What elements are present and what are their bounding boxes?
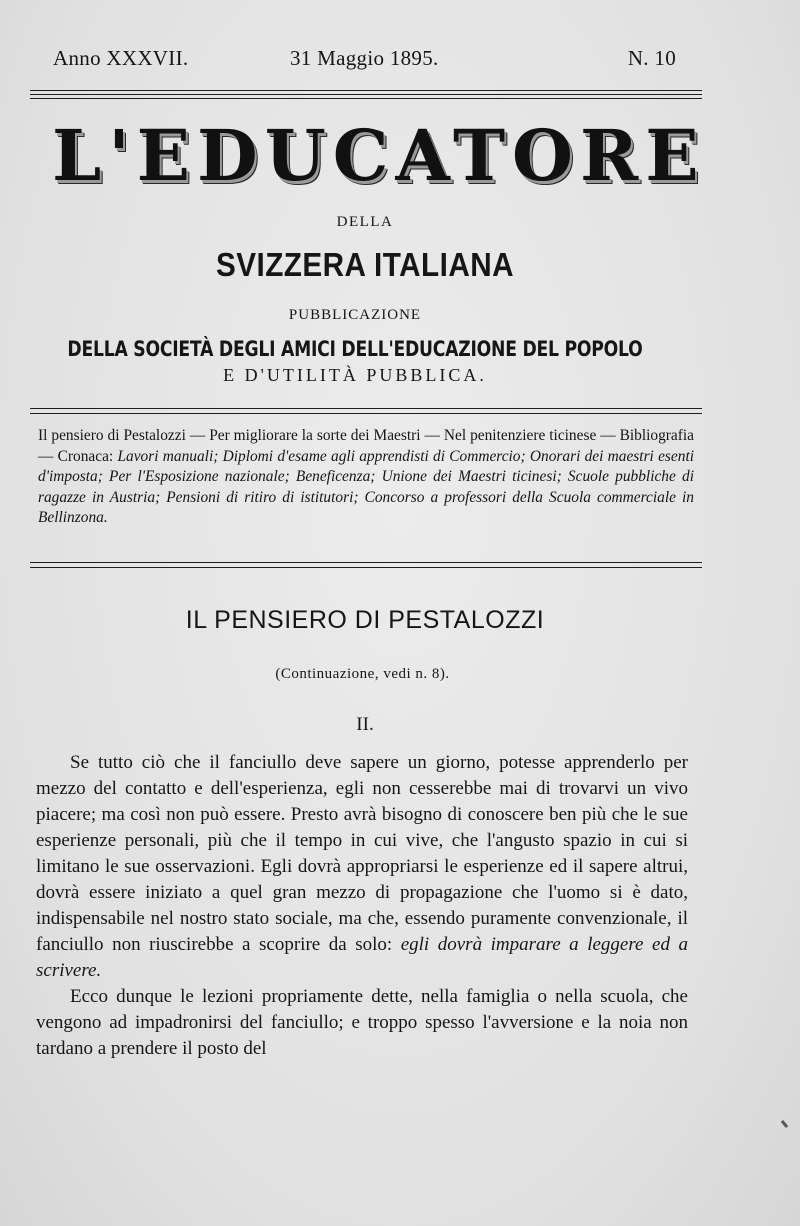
summary-italic: Lavori manuali; Diplomi d'esame agli apprendisti di Commercio; Onorari dei maestri esenti d'imposta; Per l'Esposizione nazionale; Beneficenza; Unione dei Maestri ticinesi; Scuole pubbliche di ragazze in Austria; Pensioni di ritiro di istitutori; Concorso a professori della Scuola commerciale in Bellinzona. xyxy=(38,447,694,526)
header-rule-1 xyxy=(30,408,702,409)
summary-plain: Il pensiero di Pestalozzi — Per migliorare la sorte dei Maestri — Nel penitenziere ticinese — Bibliografia — Cronaca: xyxy=(38,427,694,465)
article-title: IL PENSIERO DI PESTALOZZI xyxy=(185,606,545,634)
issue-date: 31 Maggio 1895. xyxy=(290,46,439,70)
section-number: II. xyxy=(356,714,374,735)
issue-summary xyxy=(38,426,694,529)
print-smudge xyxy=(781,1120,788,1128)
subtitle-pubblicazione: PUBBLICAZIONE xyxy=(288,307,422,323)
top-rule-2 xyxy=(30,94,702,95)
summary-rule-1 xyxy=(30,562,702,563)
newspaper-title: L'EDUCATORE xyxy=(52,114,706,197)
top-rule-1 xyxy=(30,90,702,91)
paragraph-1 xyxy=(36,750,688,984)
paragraph-1-text: Se tutto ciò che il fanciullo deve sapere un giorno, potesse apprenderlo per mezzo del contatto e dell'esperienza, egli non cesserebbe mai di trovarvi un vivo piacere; ma così non può essere. Presto avrà bisogno di conoscere ben più che le sue esperienze personali, più che il tempo in cui vive, che l'angusto spazio in cui si limitano le sue osservazioni. Egli dovrà appropriarsi le esperienze ed il sapere altrui, dovrà essere iniziato a quel gran mezzo di propagazione che l'uomo si è dato, indispensabile nel nostro stato sociale, ma che, essendo puramente convenzionale, il fanciullo non riuscirebbe a scoprire da solo: xyxy=(36,752,688,955)
article-body xyxy=(36,750,688,1062)
article-continuation: (Continuazione, vedi n. 8). xyxy=(275,666,450,682)
paragraph-2: Ecco dunque le lezioni propriamente dette, nella famiglia o nella scuola, che vengono ad impadronirsi del fanciullo; e troppo spesso l'avversione e la noia non tardano a prendere il posto del xyxy=(36,986,688,1059)
masthead-info-line xyxy=(50,46,680,76)
subtitle-utilita: E D'UTILITÀ PUBBLICA. xyxy=(223,365,487,385)
paragraph-1-italic: egli dovrà imparare a leggere ed a scrivere. xyxy=(36,934,688,981)
header-rule-2 xyxy=(30,413,702,414)
summary-rule-2 xyxy=(30,567,702,568)
issue-year: Anno XXXVII. xyxy=(53,46,189,70)
subtitle-society: DELLA SOCIETÀ DEGLI AMICI DELL'EDUCAZIONE DEL POPOLO xyxy=(67,337,643,361)
top-rule-3 xyxy=(30,98,702,99)
issue-number: N. 10 xyxy=(627,46,676,70)
subtitle-country: SVIZZERA ITALIANA xyxy=(215,246,515,283)
subtitle-della: DELLA xyxy=(336,214,394,230)
